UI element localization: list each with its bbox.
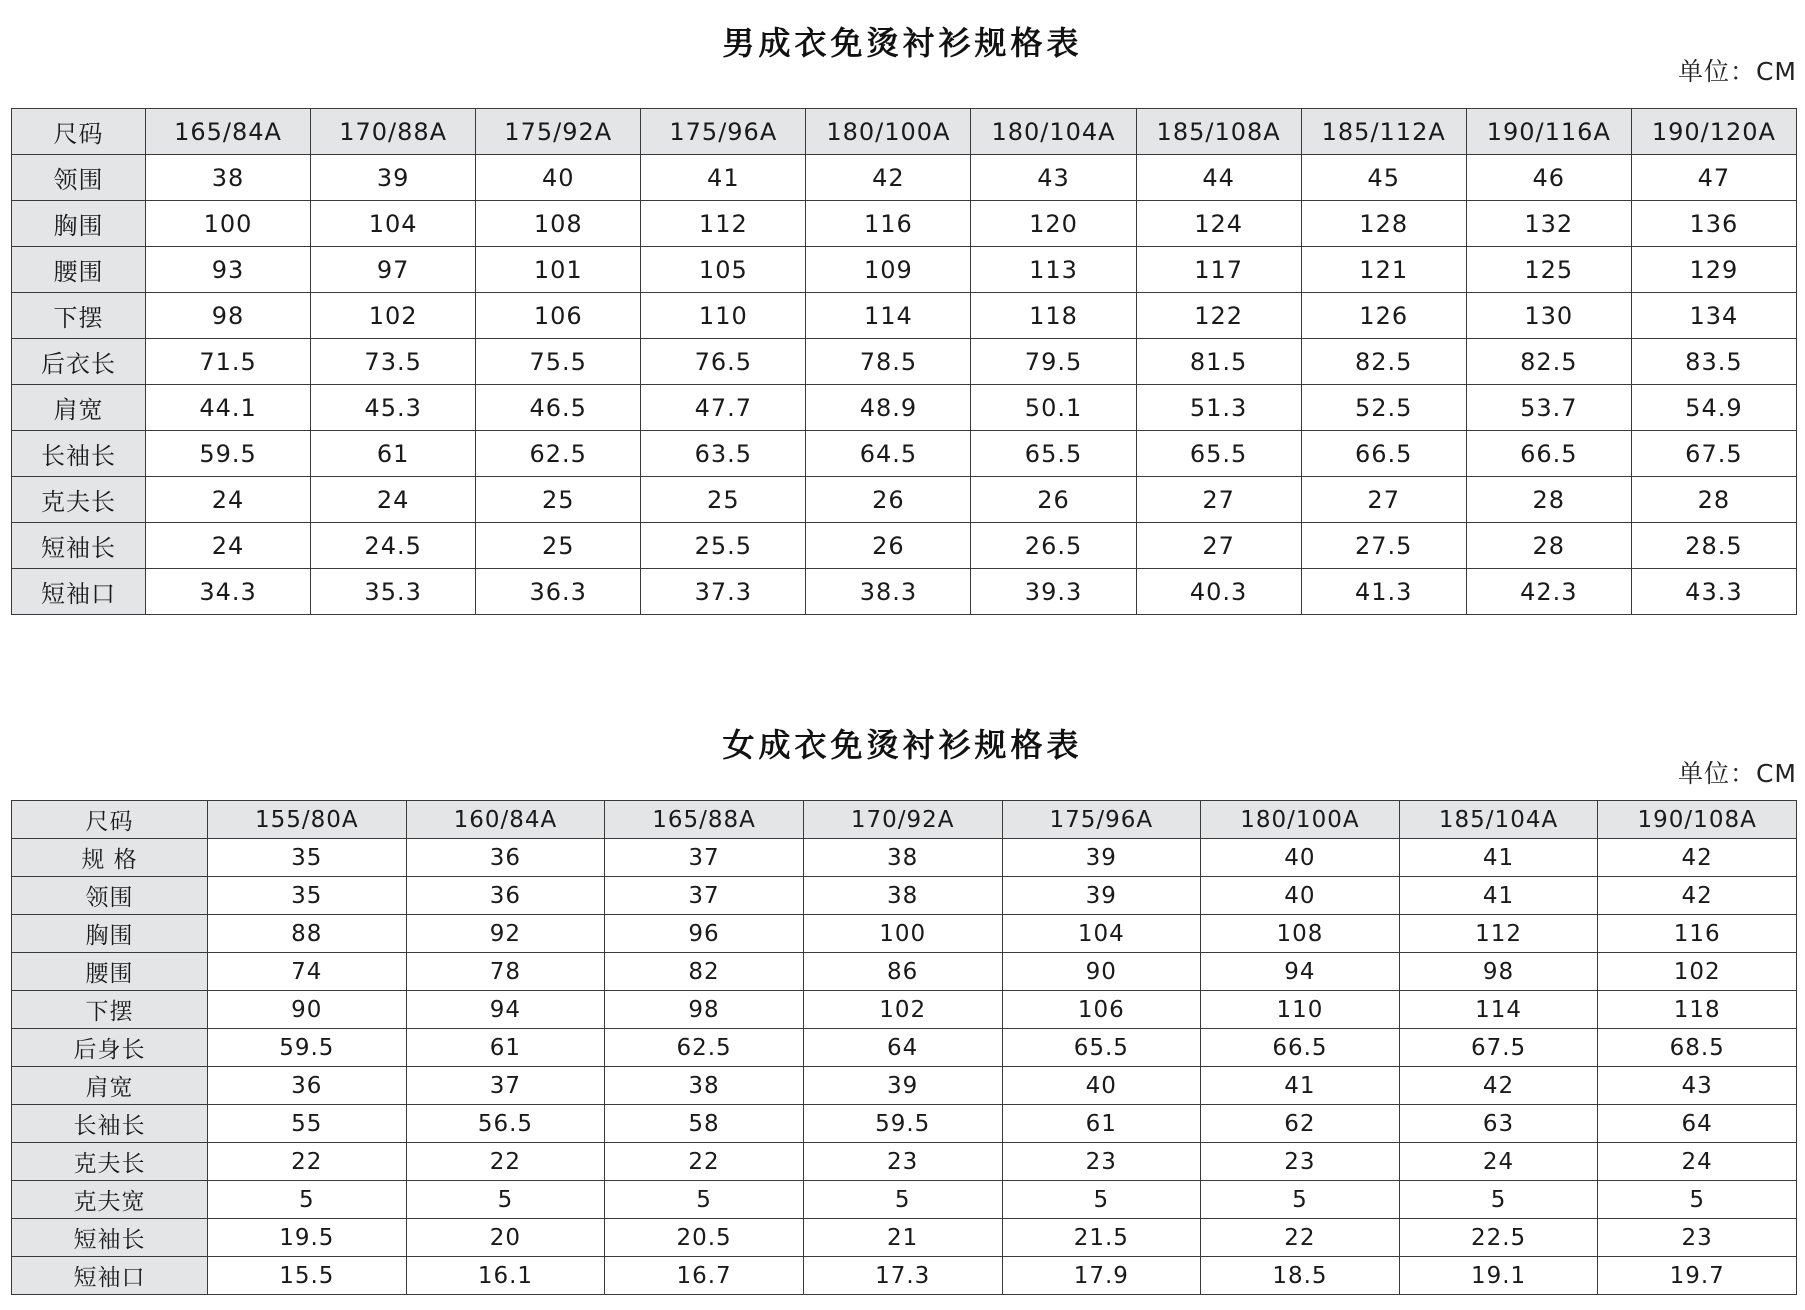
measurement-value: 38 (605, 1067, 804, 1105)
measurement-label: 克夫宽 (12, 1181, 208, 1219)
size-column-header: 190/116A (1466, 109, 1631, 155)
measurement-value: 15.5 (208, 1257, 407, 1295)
measurement-label: 克夫长 (12, 1143, 208, 1181)
measurement-value: 132 (1466, 201, 1631, 247)
measurement-value: 83.5 (1631, 339, 1796, 385)
measurement-value: 22 (605, 1143, 804, 1181)
measurement-value: 68.5 (1598, 1029, 1797, 1067)
measurement-value: 114 (1399, 991, 1598, 1029)
measurement-value: 61 (406, 1029, 605, 1067)
measurement-value: 112 (641, 201, 806, 247)
measurement-value: 65.5 (971, 431, 1136, 477)
measurement-value: 26 (806, 477, 971, 523)
measurement-value: 24 (1399, 1143, 1598, 1181)
measurement-value: 20 (406, 1219, 605, 1257)
measurement-value: 108 (476, 201, 641, 247)
measurement-value: 24 (146, 477, 311, 523)
size-header-label: 尺码 (12, 801, 208, 839)
measurement-label: 下摆 (12, 293, 146, 339)
measurement-value: 5 (1598, 1181, 1797, 1219)
measurement-value: 124 (1136, 201, 1301, 247)
size-column-header: 165/88A (605, 801, 804, 839)
table-row (12, 569, 1797, 615)
measurement-value: 106 (476, 293, 641, 339)
measurement-value: 28 (1466, 523, 1631, 569)
measurement-value: 18.5 (1201, 1257, 1400, 1295)
measurement-value: 44 (1136, 155, 1301, 201)
measurement-value: 48.9 (806, 385, 971, 431)
measurement-value: 106 (1002, 991, 1201, 1029)
measurement-value: 63 (1399, 1105, 1598, 1143)
measurement-value: 43 (971, 155, 1136, 201)
measurement-value: 39 (1002, 877, 1201, 915)
measurement-value: 5 (803, 1181, 1002, 1219)
measurement-value: 39 (311, 155, 476, 201)
measurement-value: 41 (1201, 1067, 1400, 1105)
measurement-value: 25 (476, 477, 641, 523)
measurement-value: 71.5 (146, 339, 311, 385)
measurement-value: 19.5 (208, 1219, 407, 1257)
measurement-value: 27.5 (1301, 523, 1466, 569)
measurement-value: 109 (806, 247, 971, 293)
measurement-value: 112 (1399, 915, 1598, 953)
measurement-value: 28 (1466, 477, 1631, 523)
size-column-header: 165/84A (146, 109, 311, 155)
measurement-value: 36.3 (476, 569, 641, 615)
measurement-value: 27 (1136, 523, 1301, 569)
measurement-value: 44.1 (146, 385, 311, 431)
measurement-value: 39 (1002, 839, 1201, 877)
measurement-value: 67.5 (1399, 1029, 1598, 1067)
measurement-value: 65.5 (1002, 1029, 1201, 1067)
measurement-value: 136 (1631, 201, 1796, 247)
measurement-label: 腰围 (12, 953, 208, 991)
measurement-value: 40.3 (1136, 569, 1301, 615)
table-row (12, 1105, 1797, 1143)
measurement-value: 100 (803, 915, 1002, 953)
women-table-body (12, 801, 1797, 1295)
measurement-value: 23 (803, 1143, 1002, 1181)
table-row (12, 293, 1797, 339)
measurement-value: 23 (1598, 1219, 1797, 1257)
measurement-value: 79.5 (971, 339, 1136, 385)
measurement-value: 63.5 (641, 431, 806, 477)
measurement-value: 45.3 (311, 385, 476, 431)
measurement-value: 26.5 (971, 523, 1136, 569)
measurement-value: 102 (311, 293, 476, 339)
size-column-header: 185/112A (1301, 109, 1466, 155)
measurement-value: 97 (311, 247, 476, 293)
measurement-value: 37 (605, 839, 804, 877)
table-row (12, 991, 1797, 1029)
women-unit-label: 单位：CM (1677, 759, 1797, 788)
measurement-value: 64 (803, 1029, 1002, 1067)
measurement-value: 42 (1598, 877, 1797, 915)
measurement-value: 36 (406, 839, 605, 877)
measurement-value: 43 (1598, 1067, 1797, 1105)
measurement-value: 21.5 (1002, 1219, 1201, 1257)
measurement-value: 108 (1201, 915, 1400, 953)
measurement-value: 125 (1466, 247, 1631, 293)
table-row (12, 839, 1797, 877)
measurement-value: 20.5 (605, 1219, 804, 1257)
size-column-header: 180/100A (806, 109, 971, 155)
measurement-value: 65.5 (1136, 431, 1301, 477)
measurement-value: 41.3 (1301, 569, 1466, 615)
table-row (12, 1067, 1797, 1105)
measurement-value: 64.5 (806, 431, 971, 477)
size-column-header: 180/104A (971, 109, 1136, 155)
measurement-value: 105 (641, 247, 806, 293)
measurement-label: 短袖长 (12, 523, 146, 569)
measurement-value: 28 (1631, 477, 1796, 523)
measurement-value: 129 (1631, 247, 1796, 293)
measurement-value: 94 (1201, 953, 1400, 991)
measurement-label: 后衣长 (12, 339, 146, 385)
measurement-value: 116 (806, 201, 971, 247)
measurement-value: 42 (1399, 1067, 1598, 1105)
table-row (12, 1143, 1797, 1181)
measurement-value: 59.5 (208, 1029, 407, 1067)
men-table-body (12, 109, 1797, 615)
measurement-label: 领围 (12, 877, 208, 915)
measurement-value: 116 (1598, 915, 1797, 953)
measurement-value: 66.5 (1466, 431, 1631, 477)
measurement-value: 22 (208, 1143, 407, 1181)
header-row (12, 109, 1797, 155)
measurement-value: 117 (1136, 247, 1301, 293)
table-row (12, 953, 1797, 991)
measurement-value: 26 (971, 477, 1136, 523)
men-size-table (11, 108, 1797, 615)
measurement-value: 5 (1201, 1181, 1400, 1219)
size-column-header: 170/88A (311, 109, 476, 155)
measurement-value: 104 (311, 201, 476, 247)
measurement-value: 24 (146, 523, 311, 569)
table-row (12, 1029, 1797, 1067)
table-row (12, 915, 1797, 953)
measurement-value: 25 (641, 477, 806, 523)
measurement-value: 66.5 (1301, 431, 1466, 477)
size-column-header: 190/108A (1598, 801, 1797, 839)
measurement-value: 34.3 (146, 569, 311, 615)
measurement-value: 134 (1631, 293, 1796, 339)
measurement-value: 55 (208, 1105, 407, 1143)
measurement-value: 38 (146, 155, 311, 201)
measurement-label: 短袖长 (12, 1219, 208, 1257)
measurement-value: 38.3 (806, 569, 971, 615)
measurement-value: 52.5 (1301, 385, 1466, 431)
measurement-label: 肩宽 (12, 1067, 208, 1105)
table-row (12, 477, 1797, 523)
size-column-header: 190/120A (1631, 109, 1796, 155)
measurement-value: 37 (406, 1067, 605, 1105)
measurement-value: 120 (971, 201, 1136, 247)
measurement-value: 36 (208, 1067, 407, 1105)
measurement-value: 25.5 (641, 523, 806, 569)
measurement-value: 90 (208, 991, 407, 1029)
measurement-value: 104 (1002, 915, 1201, 953)
measurement-value: 96 (605, 915, 804, 953)
women-size-table (11, 800, 1797, 1295)
measurement-value: 86 (803, 953, 1002, 991)
measurement-value: 40 (476, 155, 641, 201)
size-column-header: 170/92A (803, 801, 1002, 839)
measurement-value: 61 (311, 431, 476, 477)
measurement-value: 62 (1201, 1105, 1400, 1143)
measurement-value: 47 (1631, 155, 1796, 201)
measurement-value: 98 (146, 293, 311, 339)
measurement-value: 40 (1201, 877, 1400, 915)
measurement-value: 35 (208, 839, 407, 877)
measurement-label: 领围 (12, 155, 146, 201)
measurement-value: 23 (1201, 1143, 1400, 1181)
size-header-label: 尺码 (12, 109, 146, 155)
size-column-header: 155/80A (208, 801, 407, 839)
measurement-value: 78.5 (806, 339, 971, 385)
measurement-value: 102 (1598, 953, 1797, 991)
measurement-value: 82.5 (1466, 339, 1631, 385)
measurement-value: 22 (1201, 1219, 1400, 1257)
measurement-value: 16.7 (605, 1257, 804, 1295)
measurement-label: 规 格 (12, 839, 208, 877)
measurement-value: 5 (1399, 1181, 1598, 1219)
measurement-value: 59.5 (803, 1105, 1002, 1143)
measurement-value: 24 (1598, 1143, 1797, 1181)
measurement-value: 50.1 (971, 385, 1136, 431)
measurement-label: 长袖长 (12, 431, 146, 477)
measurement-value: 101 (476, 247, 641, 293)
measurement-value: 88 (208, 915, 407, 953)
measurement-value: 121 (1301, 247, 1466, 293)
measurement-value: 41 (1399, 839, 1598, 877)
men-table-title: 男成衣免烫衬衫规格表 (722, 24, 1083, 62)
measurement-value: 66.5 (1201, 1029, 1400, 1067)
measurement-value: 24.5 (311, 523, 476, 569)
table-row (12, 1257, 1797, 1295)
men-unit-label: 单位：CM (1677, 57, 1797, 86)
measurement-value: 76.5 (641, 339, 806, 385)
measurement-value: 53.7 (1466, 385, 1631, 431)
measurement-value: 19.7 (1598, 1257, 1797, 1295)
measurement-value: 118 (1598, 991, 1797, 1029)
size-column-header: 160/84A (406, 801, 605, 839)
measurement-value: 19.1 (1399, 1257, 1598, 1295)
measurement-label: 腰围 (12, 247, 146, 293)
measurement-value: 92 (406, 915, 605, 953)
measurement-label: 胸围 (12, 201, 146, 247)
measurement-value: 59.5 (146, 431, 311, 477)
measurement-label: 短袖口 (12, 569, 146, 615)
measurement-value: 81.5 (1136, 339, 1301, 385)
measurement-value: 130 (1466, 293, 1631, 339)
measurement-value: 45 (1301, 155, 1466, 201)
measurement-label: 克夫长 (12, 477, 146, 523)
measurement-value: 73.5 (311, 339, 476, 385)
measurement-value: 46 (1466, 155, 1631, 201)
size-column-header: 185/104A (1399, 801, 1598, 839)
measurement-value: 5 (406, 1181, 605, 1219)
measurement-value: 25 (476, 523, 641, 569)
measurement-value: 56.5 (406, 1105, 605, 1143)
table-row (12, 1219, 1797, 1257)
size-column-header: 180/100A (1201, 801, 1400, 839)
measurement-value: 43.3 (1631, 569, 1796, 615)
measurement-label: 肩宽 (12, 385, 146, 431)
measurement-value: 94 (406, 991, 605, 1029)
table-row (12, 877, 1797, 915)
measurement-value: 110 (1201, 991, 1400, 1029)
table-row (12, 385, 1797, 431)
table-row (12, 1181, 1797, 1219)
measurement-value: 98 (605, 991, 804, 1029)
measurement-value: 61 (1002, 1105, 1201, 1143)
measurement-value: 37 (605, 877, 804, 915)
measurement-value: 74 (208, 953, 407, 991)
measurement-value: 37.3 (641, 569, 806, 615)
measurement-value: 22.5 (1399, 1219, 1598, 1257)
measurement-value: 36 (406, 877, 605, 915)
measurement-value: 17.9 (1002, 1257, 1201, 1295)
measurement-value: 62.5 (476, 431, 641, 477)
measurement-value: 46.5 (476, 385, 641, 431)
measurement-value: 54.9 (1631, 385, 1796, 431)
measurement-value: 5 (208, 1181, 407, 1219)
measurement-value: 21 (803, 1219, 1002, 1257)
size-column-header: 175/96A (641, 109, 806, 155)
measurement-value: 16.1 (406, 1257, 605, 1295)
measurement-value: 27 (1136, 477, 1301, 523)
measurement-value: 58 (605, 1105, 804, 1143)
measurement-value: 90 (1002, 953, 1201, 991)
measurement-value: 82 (605, 953, 804, 991)
measurement-value: 75.5 (476, 339, 641, 385)
measurement-value: 35 (208, 877, 407, 915)
measurement-value: 128 (1301, 201, 1466, 247)
measurement-value: 35.3 (311, 569, 476, 615)
measurement-value: 51.3 (1136, 385, 1301, 431)
size-column-header: 185/108A (1136, 109, 1301, 155)
measurement-value: 113 (971, 247, 1136, 293)
measurement-value: 78 (406, 953, 605, 991)
measurement-value: 126 (1301, 293, 1466, 339)
table-row (12, 523, 1797, 569)
measurement-value: 40 (1002, 1067, 1201, 1105)
women-table-title: 女成衣免烫衬衫规格表 (722, 726, 1083, 764)
measurement-value: 42 (1598, 839, 1797, 877)
size-column-header: 175/96A (1002, 801, 1201, 839)
table-row (12, 201, 1797, 247)
measurement-value: 38 (803, 839, 1002, 877)
measurement-value: 42 (806, 155, 971, 201)
measurement-value: 26 (806, 523, 971, 569)
measurement-value: 22 (406, 1143, 605, 1181)
measurement-label: 长袖长 (12, 1105, 208, 1143)
measurement-value: 41 (1399, 877, 1598, 915)
measurement-value: 39 (803, 1067, 1002, 1105)
measurement-value: 27 (1301, 477, 1466, 523)
measurement-label: 后身长 (12, 1029, 208, 1067)
measurement-label: 下摆 (12, 991, 208, 1029)
measurement-value: 122 (1136, 293, 1301, 339)
measurement-value: 23 (1002, 1143, 1201, 1181)
measurement-value: 39.3 (971, 569, 1136, 615)
header-row (12, 801, 1797, 839)
measurement-value: 62.5 (605, 1029, 804, 1067)
measurement-value: 41 (641, 155, 806, 201)
measurement-value: 114 (806, 293, 971, 339)
measurement-value: 102 (803, 991, 1002, 1029)
measurement-value: 98 (1399, 953, 1598, 991)
measurement-value: 110 (641, 293, 806, 339)
table-row (12, 247, 1797, 293)
measurement-value: 28.5 (1631, 523, 1796, 569)
measurement-value: 24 (311, 477, 476, 523)
measurement-value: 47.7 (641, 385, 806, 431)
table-row (12, 155, 1797, 201)
measurement-value: 38 (803, 877, 1002, 915)
measurement-value: 5 (1002, 1181, 1201, 1219)
measurement-value: 5 (605, 1181, 804, 1219)
measurement-value: 17.3 (803, 1257, 1002, 1295)
measurement-label: 短袖口 (12, 1257, 208, 1295)
measurement-value: 100 (146, 201, 311, 247)
measurement-value: 42.3 (1466, 569, 1631, 615)
measurement-value: 93 (146, 247, 311, 293)
measurement-value: 118 (971, 293, 1136, 339)
measurement-value: 64 (1598, 1105, 1797, 1143)
measurement-value: 82.5 (1301, 339, 1466, 385)
measurement-value: 67.5 (1631, 431, 1796, 477)
table-row (12, 339, 1797, 385)
measurement-value: 40 (1201, 839, 1400, 877)
table-row (12, 431, 1797, 477)
size-column-header: 175/92A (476, 109, 641, 155)
measurement-label: 胸围 (12, 915, 208, 953)
